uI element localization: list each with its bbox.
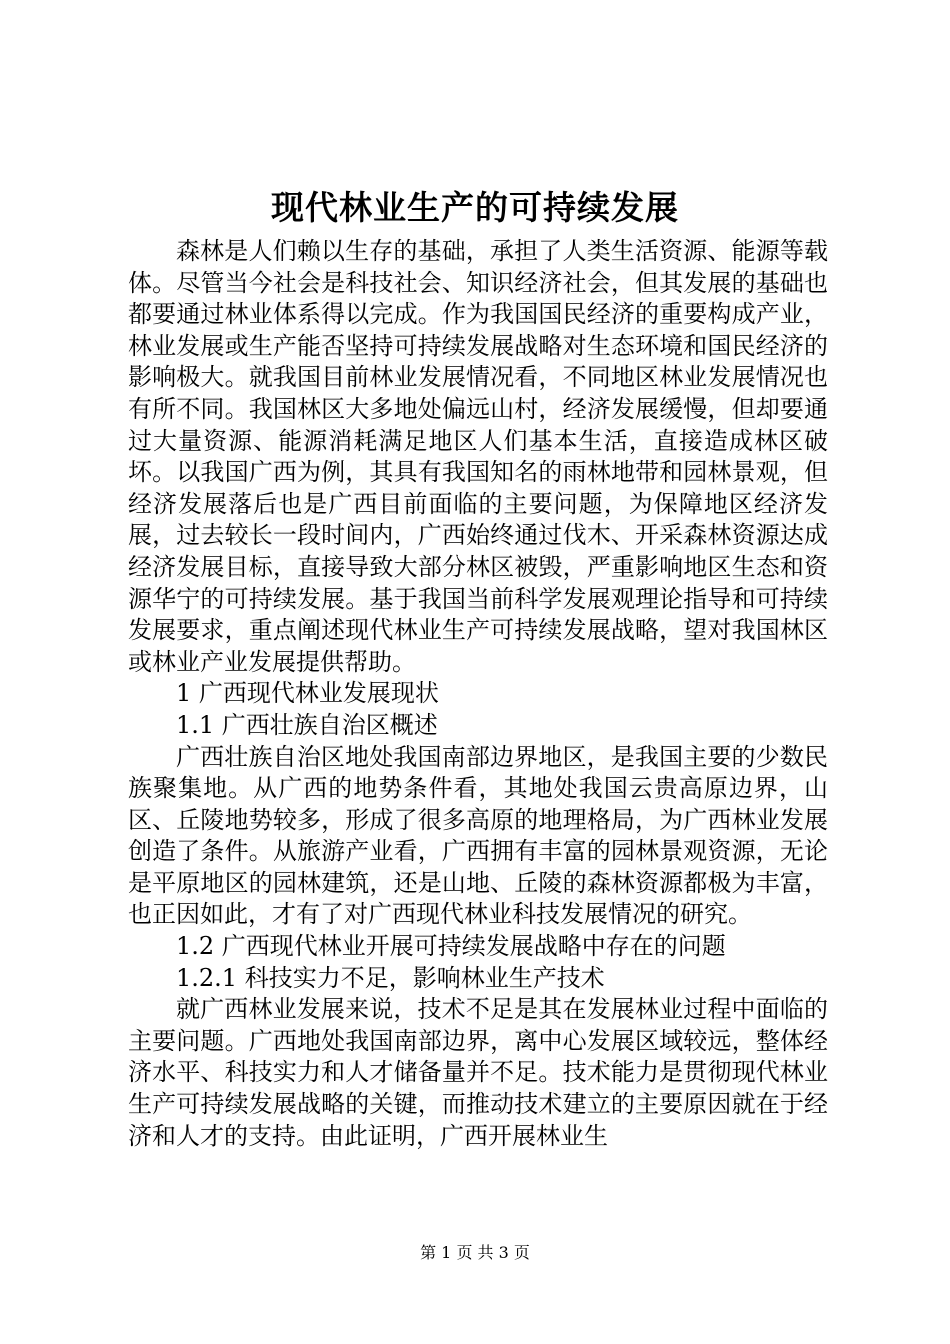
document-body — [128, 236, 828, 1152]
section-heading-1-1: 1.1 广西壮族自治区概述 — [176, 710, 438, 739]
section-heading-1-2-1: 1.2.1 科技实力不足，影响林业生产技术 — [176, 963, 605, 992]
paragraph-technology: 就广西林业发展来说，技术不足是其在发展林业过程中面临的主要问题。广西地处我国南部边界，离中心发展区域较远，整体经济水平、科技实力和人才储备量并不足。技术能力是贯彻现代林业生产可持续发展战略的关键，而推动技术建立的主要原因就在于经济和人才的支持。由此证明，广西开展林业生 — [128, 995, 828, 1150]
paragraph-intro: 森林是人们赖以生存的基础，承担了人类生活资源、能源等载体。尽管当今社会是科技社会、知识经济社会，但其发展的基础也都要通过林业体系得以完成。作为我国国民经济的重要构成产业，林业发展或生产能否坚持可持续发展战略对生态环境和国民经济的影响极大。就我国目前林业发展情况看，不同地区林业发展情况也有所不同。我国林区大多地处偏远山村，经济发展缓慢，但却要通过大量资源、能源消耗满足地区人们基本生活，直接造成林区破坏。以我国广西为例，其具有我国知名的雨林地带和园林景观，但经济发展落后也是广西目前面临的主要问题，为保障地区经济发展，过去较长一段时间内，广西始终通过伐木、开采森林资源达成经济发展目标，直接导致大部分林区被毁，严重影响地区生态和资源华宁的可持续发展。基于我国当前科学发展观理论指导和可持续发展要求，重点阐述现代林业生产可持续发展战略，望对我国林区或林业产业发展提供帮助。 — [128, 237, 828, 676]
page-footer: 第 1 页 共 3 页 — [420, 1243, 530, 1262]
section-heading-1-2: 1.2 广西现代林业开展可持续发展战略中存在的问题 — [176, 932, 726, 961]
paragraph-guangxi-overview: 广西壮族自治区地处我国南部边界地区，是我国主要的少数民族聚集地。从广西的地势条件看，其地处我国云贵高原边界，山区、丘陵地势较多，形成了很多高原的地理格局，为广西林业发展创造了条件。从旅游产业看，广西拥有丰富的园林景观资源，无论是平原地区的园林建筑，还是山地、丘陵的森林资源都极为丰富，也正因如此，才有了对广西现代林业科技发展情况的研究。 — [128, 742, 828, 929]
section-heading-1: 1 广西现代林业发展现状 — [176, 679, 439, 708]
document-title: 现代林业生产的可持续发展 — [271, 188, 679, 227]
